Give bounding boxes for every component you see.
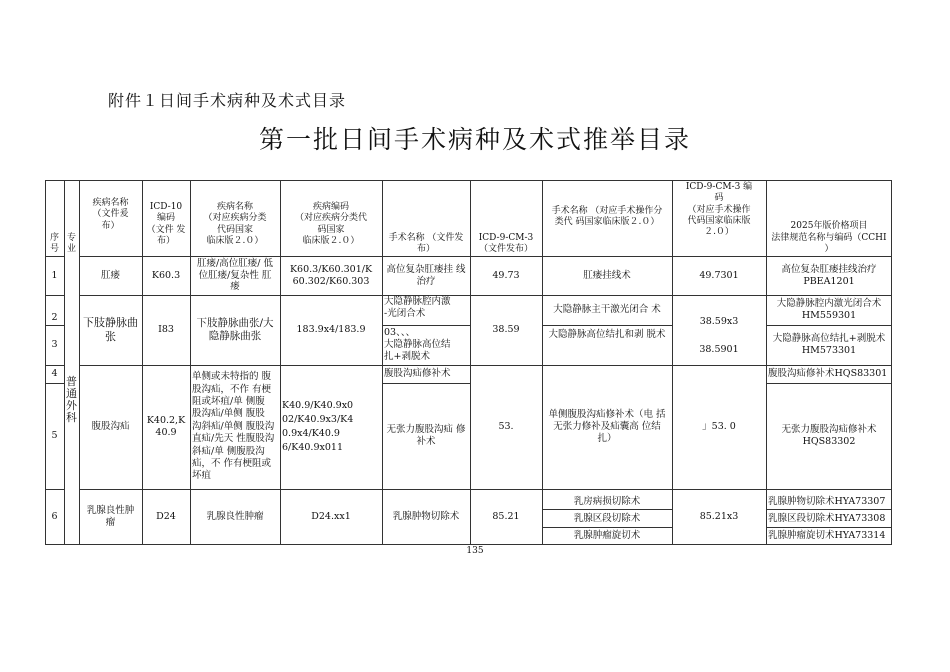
header-surgery-name: 手术名称 （文件发 布）	[388, 232, 464, 254]
row23-icd10: I83	[158, 324, 174, 336]
row6-disease-code: D24.xx1	[311, 511, 351, 523]
row45-disease-ref: 单侧或未特指的 腹 股沟疝，不作 有梗 阻或坏疽/单 侧腹 股沟疝/单侧 腹股 沟斜疝/单侧 腹股沟 直疝/先天 性腹股沟 斜疝/单 侧腹股沟 疝，不 作有梗阻或 坏疽	[192, 371, 275, 482]
row2-seq: 2	[51, 312, 58, 324]
row6a-surgery-ref: 乳房病损切除术	[573, 496, 641, 508]
row6c-surgery-ref: 乳腺肿瘤旋切术	[573, 530, 641, 542]
row1-price: 高位复杂肛瘘挂线治疗 PBEA1201	[781, 263, 877, 287]
row1-surgery: 高位复杂肛瘘挂 线 治疗	[386, 263, 466, 287]
row45-icd9: 53.	[498, 421, 514, 433]
row3-price: 大隐静脉高位结扎+剥脱术 HM573301	[772, 333, 886, 356]
row2-surgery: 大隐静脉腔内激 -光闭合术	[384, 296, 451, 319]
row23-disease: 下肢静脉曲 张	[83, 316, 138, 343]
row4-seq: 4	[51, 368, 58, 380]
row23-disease-ref: 下肢静脉曲张/大 隐静脉曲张	[196, 316, 274, 342]
header-disease-name: 疾病名称 （文件爰 布）	[92, 198, 129, 231]
specialty-general-surgery: 普 通 外 科	[66, 374, 77, 425]
annex-title: 附件１日间手术病种及术式目录	[108, 91, 347, 110]
row3-surgery: 03、、、 大隐静脉高位结 扎+剥脱术	[384, 327, 451, 362]
header-icd9: ICD-9-CM-3 （文件发布）	[478, 232, 534, 254]
row6-icd9: 85.21	[492, 511, 520, 523]
row2-price: 大隐静脉腔内激光闭合术 HM559301	[776, 298, 882, 321]
catalog-table	[45, 180, 892, 545]
row6-icd9-ref: 85.21x3	[699, 511, 739, 523]
header-disease-name-ref: 疾病名称 （对应疾病分类 代码国家 临床版２.０）	[203, 202, 267, 246]
row4-price: 腹股沟疝修补术HQS83301	[768, 368, 888, 380]
row2-icd9-ref: 38.59x3	[699, 316, 739, 328]
row23-disease-code: 183.9x4/183.9	[296, 324, 366, 336]
row1-seq: 1	[51, 269, 58, 281]
row6b-surgery-ref: 乳腺区段切除术	[573, 512, 641, 524]
row6c-price: 乳腺肿瘤旋切术HYA73314	[768, 530, 886, 542]
row45-icd9-ref: 」53. 0	[702, 421, 736, 433]
row6a-price: 乳腺肿物切除术HYA73307	[768, 496, 886, 508]
header-icd10: ICD-10 编码 （文件 发 布）	[146, 202, 186, 246]
row45-surgery-ref: 单侧腹股沟疝修补术（电 括 无张力修补及疝囊高 位结 扎）	[548, 409, 666, 444]
main-title: 第一批日间手术病种及术式推举目录	[258, 125, 691, 154]
row3-surgery-ref: 大隐静脉高位结扎和剥 脱术	[548, 329, 666, 341]
row1-disease-ref: 肛瘘/高位肛瘘/ 低 位肛瘘/复杂性 肛 瘘	[197, 257, 273, 293]
header-seq: 序 号	[49, 232, 59, 254]
row1-icd9: 49.73	[492, 269, 520, 281]
row45-disease: 腹股沟疝	[91, 421, 130, 433]
row5-seq: 5	[51, 430, 58, 442]
row1-surgery-ref: 肛瘘挂线术	[583, 269, 631, 281]
row6-seq: 6	[51, 511, 58, 523]
row1-disease-code: K60.3/K60.301/K 60.302/K60.303	[289, 263, 373, 287]
row1-disease: 肛瘘	[100, 269, 120, 281]
row23-icd9: 38.59	[492, 324, 520, 336]
row6-disease-ref: 乳腺良性肿瘤	[206, 511, 264, 523]
row6-surgery: 乳腺肿物切除术	[392, 511, 460, 523]
row1-icd10: K60.3	[151, 269, 181, 281]
row6b-price: 乳腺区段切除术HYA73308	[768, 512, 886, 524]
row6-disease: 乳腺良性肿 瘤	[86, 505, 135, 528]
row4-surgery: 腹股沟疝修补术	[384, 368, 451, 380]
row3-seq: 3	[51, 339, 58, 351]
row45-disease-code: K40.9/K40.9x0 02/K40.9x3/K4 0.9x4/K40.9 6/K40.9x011	[282, 400, 354, 453]
row5-surgery: 无张力腹股沟疝 修 补术	[386, 424, 466, 447]
row6-icd10: D24	[156, 511, 176, 523]
row45-icd10: K40.2,K 40.9	[146, 415, 186, 438]
header-surgery-name-ref: 手术名称 （对应手术操作分 类代 码国家临床版２.０）	[551, 206, 663, 228]
page-number: 135	[466, 546, 484, 556]
row3-icd9-ref: 38.5901	[699, 344, 739, 356]
header-icd9-code-ref: ICD-9-CM-3 编 码 （对应手术操作 代码国家临床版 ２.０）	[685, 182, 753, 237]
header-specialty: 专 业	[66, 232, 76, 254]
header-price-2025: 2025年版价格项目 法律规范名称与编码（CCHI ）	[771, 221, 887, 254]
header-disease-code-ref: 疾病编码 （对应疾病分类代 码国家 临床版２.０）	[294, 202, 367, 246]
row5-price: 无张力腹股沟疝修补术 HQS83302	[781, 424, 877, 447]
row1-icd9-ref: 49.7301	[699, 269, 739, 281]
row2-surgery-ref: 大隐静脉主干激光闭合 术	[553, 304, 661, 316]
